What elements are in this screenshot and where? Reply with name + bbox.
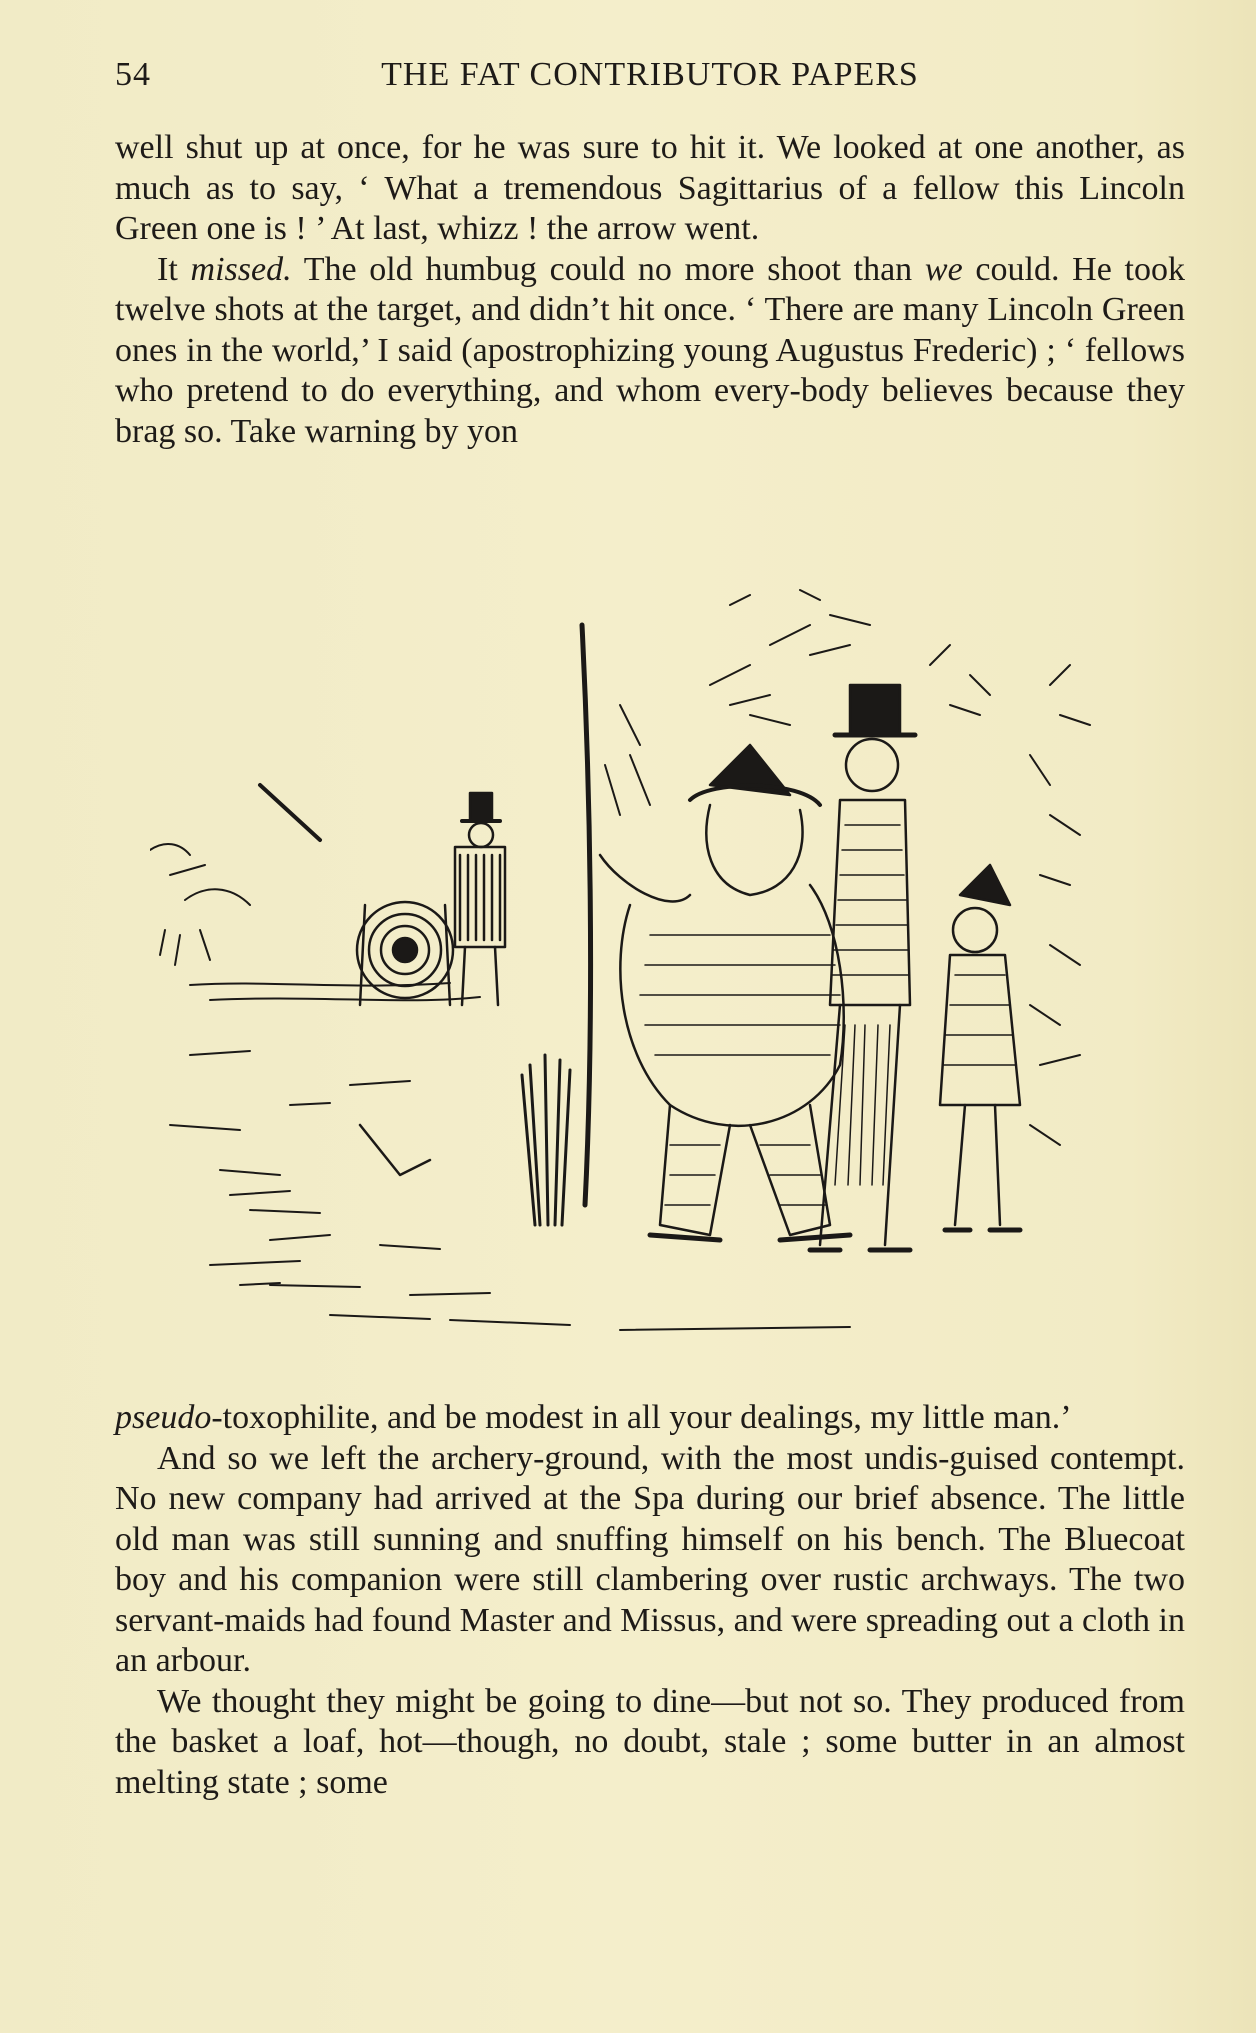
paragraph: well shut up at once, for he was sure to hit it. We looked at one another, as much as to say, ‘ What a tremendous Sagittarius of a fellow this Lincoln Green one is ! ’ At last, whizz ! the arrow went. (115, 129, 1185, 247)
page-number: 54 (115, 56, 151, 93)
text-span: -toxophilite, and be modest in all your dealings, my little man.’ (211, 1399, 1072, 1436)
text-block-bottom (115, 1398, 1185, 1803)
running-title: THE FAT CONTRIBUTOR PAPERS (381, 56, 919, 93)
emphasis-text: missed. (190, 250, 292, 288)
tall-gentleman (810, 685, 915, 1250)
paragraph (115, 250, 1185, 453)
arrow-quiver (522, 1055, 570, 1225)
text-span: It (157, 250, 178, 288)
distant-figure (455, 793, 505, 1005)
paragraph (115, 1398, 1185, 1439)
archery-illustration (150, 585, 1130, 1345)
paragraph: And so we left the archery-ground, with the most undis-guised contempt. No new company had arrived at the Spa during our brief absence. The little old man was still sunning and snuffing himself on his bench. The Bluecoat boy and his companion were still clambering over rustic archways. The two servant-maids had found Master and Missus, and were spreading out a cloth in an arbour. (115, 1439, 1185, 1679)
text-span: could. He took twelve shots at the target, and didn’t hit once. ‘ There are many Lincoln Green ones in the world,’ I said (apostrophizing young Augustus Frederic) ; ‘ fellows who pretend to do everything, and whom every-body believes because they brag so. Take warning by yon (115, 250, 1186, 450)
text-span: The old humbug could no more shoot than (291, 250, 925, 288)
emphasis-text: pseudo (115, 1399, 212, 1436)
emphasis-text: we (924, 250, 963, 288)
page-header (115, 56, 1185, 100)
paragraph: We thought they might be going to dine—but not so. They produced from the basket a loaf, hot—though, no doubt, stale ; some butter in an almost melting state ; some (115, 1682, 1185, 1801)
ground-hatching (170, 983, 850, 1330)
text-block-top (115, 128, 1185, 452)
archery-target (357, 902, 453, 1005)
central-archer (600, 745, 850, 1240)
young-boy (940, 865, 1020, 1230)
